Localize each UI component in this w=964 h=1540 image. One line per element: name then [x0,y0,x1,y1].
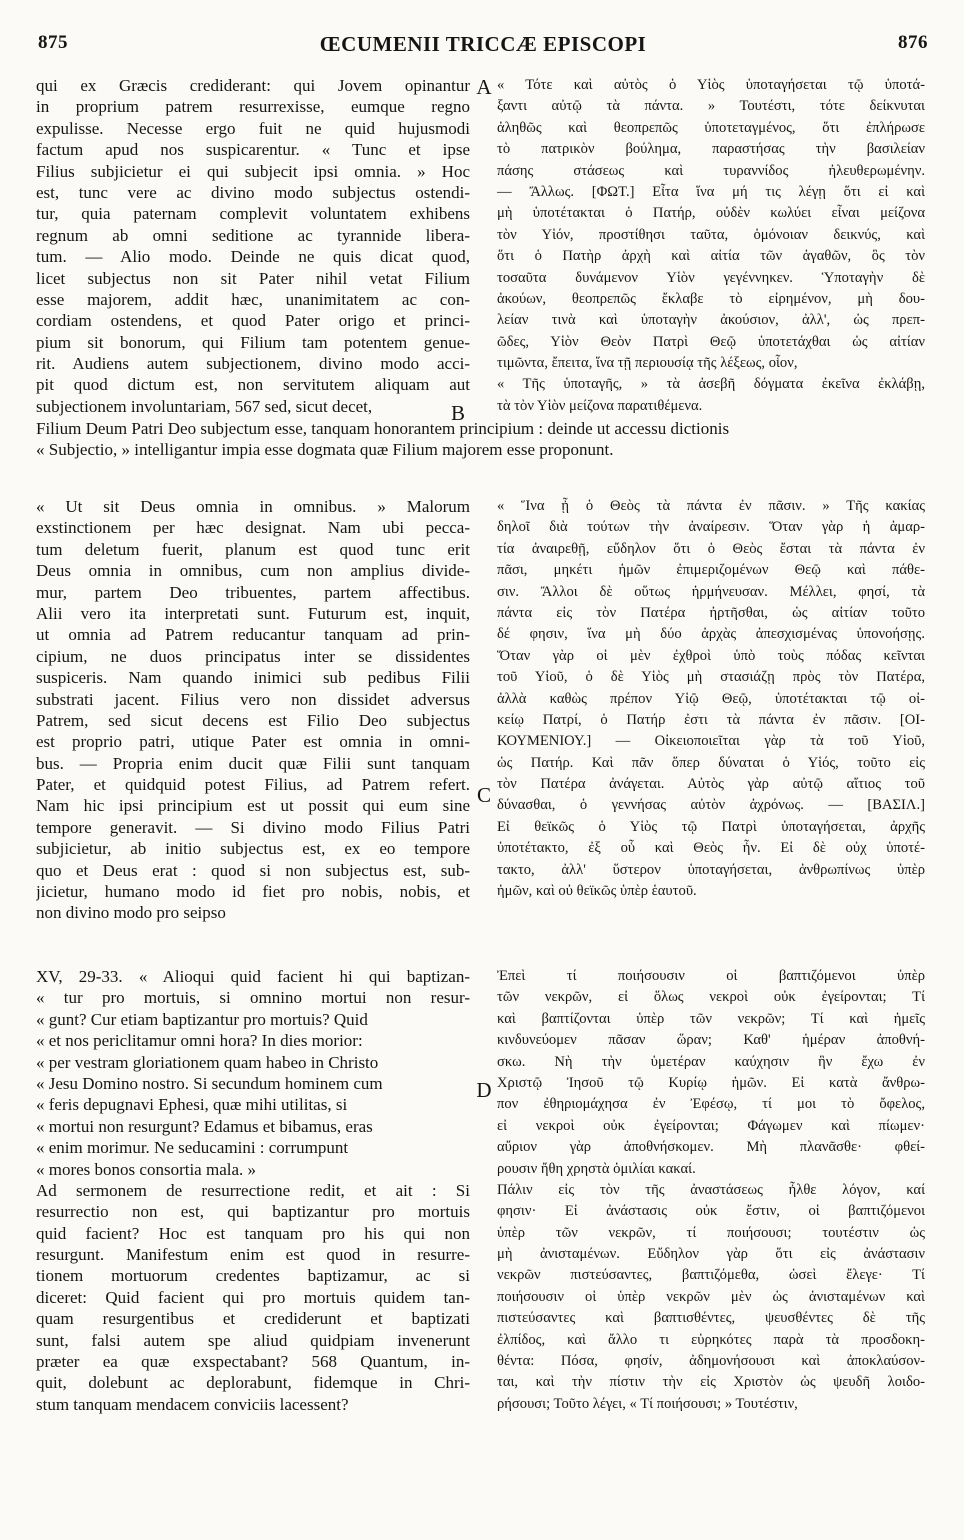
text-line: κείῳ Πατρί, ὁ Πατήρ ἐστι τὰ πάντα ἐν πᾶσιν. [ΟΙ- [497,711,925,728]
text-line: « Jesu Domino nostro. Si secundum hominem cum [36,1073,383,1093]
text-line: τὸ πατρικὸν βούλημα, παραστήσας τὴν βασιλείαν [497,141,925,158]
text-line: ΚΟΥΜΕΝΙΟΥ.] — Οἰκειοποιεῖται γὰρ τὰ τοῦ Υἱοῦ, [497,733,925,750]
latin-column-top [36,75,470,417]
page-number-left: 875 [38,32,68,53]
text-line: ποιήσουσιν οἱ ὑπὲρ νεκρῶν μὲν ὡς ἀνισταμένων καὶ [497,1288,925,1305]
text-line: sunt, falsi autem spe aliud quidpiam invenerunt [36,1330,470,1350]
text-line: δηλοῖ διὰ τούτων τὴν ἀναίρεσιν. Ὅταν γὰρ ἡ ἁμαρ- [497,519,925,536]
text-line: exstinctionem per hæc designat. Nam ubi pecca- [36,518,470,538]
text-line: ut omnia ad Patrem reducantur tanquam ad prin- [36,625,470,645]
text-line: tempore generavit. — Si divino modo Filius Patri [36,817,470,837]
text-line: πάσης στάσεως καὶ τυραννίδος ἠλευθερωμένην. [497,162,925,179]
text-line: τὸν Πατέρα ἀνάγεται. Αὐτὸς γὰρ αὐτῷ αἴτιος τοῦ [497,776,925,793]
text-line: ὑποτέτακτο, ἐξ οὗ καὶ Θεὸς ἦν. Εἰ δὲ οὐχ ὑποτέ- [497,840,925,857]
text-line: πᾶσι, μηκέτι ἡμῶν ἐπιμεριζομένων Θεῷ καὶ πάθε- [497,562,925,579]
text-line: ξαντι αὐτῷ τὰ πάντα. » Τουτέστι, τότε δείκνυται [497,98,925,115]
text-line: Χριστῷ Ἰησοῦ τῷ Κυρίῳ ἡμῶν. Εἰ κατὰ ἄνθρω- [497,1074,925,1091]
text-line: licet subjectus non sit Pater nihil vetat Filium [36,268,470,288]
text-line: tionem mortuorum credentes baptizamur, ac si [36,1266,470,1286]
text-line: ῶδες, Υἱὸν Θεὸν Πατρὶ Θεῷ ὑποτετάχθαι ὡς αἰτίαν [497,333,925,350]
text-line: θέντα: Πόσα, φησίν, ἀδημονήσουσι καὶ ἀποκλαύσον- [497,1353,925,1370]
text-line: « Subjectio, » intelligantur impia esse dogmata quæ Filium majorem esse proponunt. [36,440,614,460]
page-header [38,32,928,66]
text-line: regnum ab omni seditione ac tyrannide libera- [36,225,470,245]
text-line: αὔριον γὰρ ἀποθνήσκομεν. Μὴ πλανᾶσθε· φθεί- [497,1139,925,1156]
running-title: ŒCUMENII TRICCÆ EPISCOPI [319,32,647,56]
text-line: est proprio patri, utique Pater est omnia in omni- [36,732,470,752]
text-line: factum apud nos suspicarentur. « Tunc et ipse [36,140,470,160]
text-line: Pater, et quidquid potest Filius, ad Patrem refert. [36,775,470,795]
latin-column-bottom [36,966,470,1415]
text-line: τὰ τὸν Υἱὸν μείζονα παρατιθέμενα. [497,397,703,414]
text-line: τὸν Υἱόν, προστίθησι ταῦτα, ὁμόνοιαν δεικνύς, καὶ [497,226,925,243]
text-line: pium sit bonorum, qui Filium tam potentem genue- [36,332,470,352]
text-line: qui ex Græcis crediderant: qui Jovem opinantur [36,76,470,95]
margin-letter-d: D [476,1078,492,1102]
text-line: « Τότε καὶ αὐτὸς ὁ Υἱὸς ὑποταγήσεται τῷ ὑποτά- [497,77,925,93]
text-line: λείαν τινὰ καὶ ὑποταγὴν ἀκούσιον, ἀλλ', ὡς πρεπ- [497,312,925,329]
text-line: tum. — Alio modo. Deinde ne quis dicat quod, [36,247,470,267]
text-line: « mortui non resurgunt? Edamus et bibamus, eras [36,1116,373,1136]
text-line: stum tanquam mendacem conviciis lacessent? [36,1394,349,1414]
text-line: μὴ ὑποτέτακται ὁ Πατήρ, οὐδὲν κωλύει εἶναι μείζονα [497,205,925,222]
text-line: ται, καὶ τὴν πίστιν τὴν εἰς Χριστὸν ὡς ψευδῆ λοιδο- [497,1374,925,1391]
text-line: subjectionem involuntariam, 567 sed, sicut decet, [36,396,373,416]
text-line: substrati jacent. Filius vero non dissidet adversus [36,689,470,709]
text-line: ρήσουσι; Τοῦτο λέγει, « Τί ποιήσουσι; » Τουτέστιν, [497,1395,798,1412]
text-line: Deus omnia in omnibus, cum non amplius divide- [36,561,470,581]
text-line: « enim morimur. Ne seducamini : corrumpunt [36,1138,349,1158]
text-line: τιμῶντα, ἔπειτα, ἵνα τῇ περιουσίᾳ τῆς λέξεως, οἷον, [497,355,798,372]
text-line: pit quod dictum est, non servitutem aliquam aut [36,375,470,395]
text-line: ἀκούων, θεοπρεπῶς ἔκλαβε τὸ εἰρημένον, μὴ δου- [497,290,925,307]
text-line: ὑπὲρ τῶν νεκρῶν, τί ποιήσουσι; τουτέστιν ὡς [497,1224,925,1241]
text-line: τοῦ Υἱοῦ, ὁ δὲ Υἱὸς μὴ στασιάζῃ πρὸς τὸν Πατέρα, [497,669,925,686]
text-line: Ἐπεὶ τί ποιήσουσιν οἱ βαπτιζόμενοι ὑπὲρ [497,968,925,984]
text-line: quo et Deus erat : quod si non subjectus est, sub- [36,860,470,880]
text-line: μὴ ἀνισταμένων. Εὔδηλον γὰρ ὅτι εἰς ἀνάστασιν [497,1246,925,1263]
text-line: quam resurgentibus et crediderunt et baptizati [36,1309,470,1329]
text-line: « Ἵνα ᾖ ὁ Θεὸς τὰ πάντα ἐν πᾶσιν. » Τῆς κακίας [497,498,925,514]
text-line: diceret: Quid facient qui pro mortuis quidem tan- [36,1287,470,1307]
text-line: δέ φησιν, ἵνα μὴ δύο ἀρχὰς ἀπεσχισμένας ὑπονοήσῃς. [497,626,925,643]
text-line: Alii vero ita interpretati sunt. Futurum est, inquit, [36,603,470,623]
text-line: « et nos periclitamur omni hora? In dies morior: [36,1031,363,1051]
latin-column-middle [36,496,470,924]
text-line: tum deletum fuerit, planum est quod tunc erit [36,539,470,559]
text-line: ὅτι ὁ Πατὴρ ἀρχὴ καὶ αἰτία τῶν ἀγαθῶν, ὃς τὸν [497,248,925,265]
text-line: Ὅταν γὰρ οἱ μὲν ἐχθροὶ ὑπὸ τοὺς πόδας κεῖνται [497,647,925,664]
text-line: Filium Deum Patri Deo subjectum esse, tanquam honorantem principium : deinde ut accessu dictionis [36,419,730,438]
text-line: ἀληθῶς καὶ θεοπρεπῶς ὑποτεταγμένος, ὅτι ἐπλήρωσε [497,119,925,136]
text-line: tur, quia paternam complevit voluntatem exhibens [36,204,470,224]
text-line: est, tunc vere ac divino modo subjectus ostendi- [36,182,470,202]
text-line: σκω. Νὴ τὴν ὑμετέραν καύχησιν ἣν ἔχω ἐν [497,1053,925,1070]
text-line: cipium, ne duos principatus inter se dissidentes [36,646,470,666]
text-line: φησιν· Εἰ ἀνάστασις οὐκ ἔστιν, οἱ βαπτιζόμενοι [497,1203,925,1220]
page-number-right: 876 [898,32,928,53]
text-line: XV, 29-33. « Alioqui quid facient hi qui baptizan- [36,967,470,986]
text-line: σιν. Ἄλλοι δὲ οὕτως ἡρμήνευσαν. Μέλλει, φησί, τὰ [497,583,925,600]
text-line: « gunt? Cur etiam baptizantur pro mortuis? Quid [36,1009,368,1029]
greek-column-middle [497,496,925,902]
text-line: in proprium patrem resurrexisse, eumque regno [36,97,470,117]
text-line: rit. Audiens autem subjectionem, divino modo acci- [36,354,470,374]
text-line: suspiceris. Nam quando inimici sub pedibus Filii [36,668,470,688]
text-line: « Ut sit Deus omnia in omnibus. » Malorum [36,497,470,516]
text-line: præter ea quæ exspectabant? 568 Quantum, in- [36,1352,470,1372]
latin-full-width-paragraph [36,418,924,461]
text-line: τῶν νεκρῶν, εἰ ὅλως νεκροὶ οὐκ ἐγείρονται; Τί [497,989,925,1006]
text-line: bus. — Propria enim ducit quæ Filii sunt tanquam [36,753,470,773]
text-line: — Ἄλλως. [ΦΩΤ.] Εἶτα ἵνα μή τις λέγῃ ὅτι εἰ καὶ [497,183,925,200]
text-line: ἀλλὰ καθὼς πρέπον Υἱῷ Θεῷ, ὑποτέτακται τῷ οἰ- [497,690,925,707]
text-line: Nam hic ipsi principium est ut possit qui eum sine [36,796,470,816]
margin-letter-c: C [476,783,491,807]
text-line: « mores bonos consortia mala. » [36,1159,257,1179]
text-line: cordiam ostendens, et quod Pater origo et princi- [36,311,470,331]
text-line: quit, dolebunt ac deplorabunt, fidemque in Chri- [36,1373,470,1393]
text-line: resurrectio non est, qui baptizantur pro mortuis [36,1202,470,1222]
greek-column-top [497,75,925,417]
text-line: καὶ βαπτίζονται ὑπὲρ τῶν νεκρῶν; Τί καὶ ἡμεῖς [497,1010,925,1027]
text-line: ὡς Πατήρ. Καὶ πᾶν ὅπερ δύναται ὁ Υἱός, τοῦτο εἰς [497,754,925,771]
text-line: jicietur, humano modo id fiet pro nobis, nobis, et [36,882,470,902]
greek-column-bottom [497,966,925,1415]
text-line: ρουσιν ἤθη χρηστὰ ὁμιλίαι κακαί. [497,1160,696,1177]
text-line: ἐλπίδος, καὶ ἄλλο τι εὑρηκότες παρὰ τὰ προσδοκη- [497,1331,925,1348]
text-line: expulisse. Necesse ergo fuit ne quid hujusmodi [36,118,470,138]
text-line: « tur pro mortuis, si omnino mortui non resur- [36,988,470,1008]
text-line: mur, partem Deo tribuentes, partem affectibus. [36,582,470,602]
text-line: τοσαῦτα δυνάμενον Υἱὸν γεγέννηκεν. Ὑποταγὴν δὲ [497,269,925,286]
text-line: Πάλιν εἰς τὸν τῆς ἀναστάσεως ἦλθε λόγον, καί [497,1181,925,1198]
text-line: Filius subjicietur ei qui subjecit ipsi omnia. » Hoc [36,161,470,181]
text-line: πον ἐθηριομάχησα ἐν Ἐφέσῳ, τί μοι τὸ ὄφελος, [497,1096,925,1113]
text-line: δύνασθαι, ὁ γεννήσας αὐτὸν ἀχρόνως. — [ΒΑΣΙΛ.] [497,797,925,814]
text-line: resurgunt. Manifestum enim est quod in resurre- [36,1245,470,1265]
margin-letter-b: B [450,401,465,425]
text-line: πάντα εἰς τὸν Πατέρα ἠρτῆσθαι, ὡς αἰτίαν τοῦτο [497,604,925,621]
text-line: πιστεύσαντες καὶ βαπτισθέντες, ψευσθέντες δὲ τῆς [497,1310,925,1327]
text-line: quid facient? Hoc est tanquam pro his qui non [36,1223,470,1243]
text-line: esse majorem, addit hæc, unanimitatem ac con- [36,289,470,309]
text-line: νεκρῶν πιστεύσαντες, βαπτιζόμεθα, ὡσεὶ ἔλεγε· Τί [497,1267,925,1284]
text-line: « Τῆς ὑποταγῆς, » τὰ ἀσεβῆ δόγματα ἐκεῖνα ἐκλάβῃ, [497,376,925,393]
text-line: ἡμῶν, καὶ οὐ θεϊκῶς ὑπὲρ ἑαυτοῦ. [497,883,697,900]
text-line: « per vestram gloriationem quam habeo in Christo [36,1052,379,1072]
text-line: Ad sermonem de resurrectione redit, et ait : Si [36,1180,470,1200]
text-line: Patrem, sed sicut decens est Filio Deo subjectus [36,710,470,730]
text-line: εἰ νεκροὶ οὐκ ἐγείρονται; Φάγωμεν καὶ πίωμεν· [497,1117,925,1134]
text-line: non divino modo pro seipso [36,903,226,923]
text-line: κινδυνεύομεν πᾶσαν ὥραν; Καθ' ἡμέραν ἀποθνή- [497,1032,925,1049]
margin-letter-a: A [476,75,492,99]
text-line: Εἰ θεϊκῶς ὁ Υἱὸς τῷ Πατρὶ ὑποταγήσεται, ἀρχῆς [497,818,925,835]
text-line: τακτο, ἀλλ' ὕστερον ὑποταγήσεται, ἀνθρωπίνως ὑπὲρ [497,861,925,878]
text-line: « feris depugnavi Ephesi, quæ mihi utilitas, si [36,1095,348,1115]
text-line: subjicietur, ab initio subjectus est, ex eo tempore [36,839,470,859]
text-line: τία ἀναιρεθῇ, εὔδηλον ὅτι ὁ Θεὸς ἔσται τὰ πάντα ἐν [497,540,925,557]
